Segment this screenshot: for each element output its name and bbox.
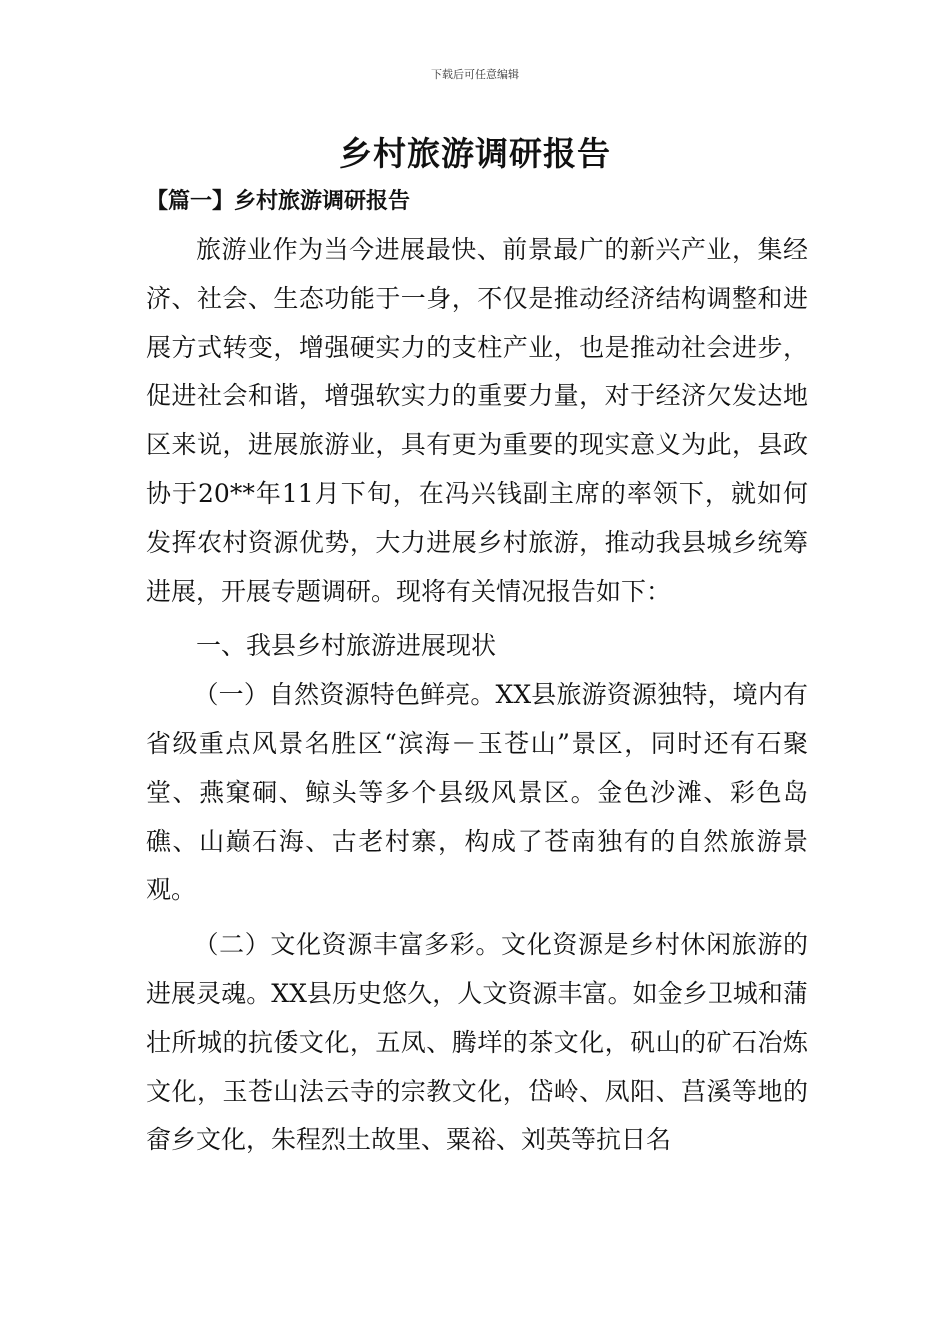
section-heading: 【篇一】乡村旅游调研报告 <box>146 188 411 214</box>
paragraph-natural-resources: （一）自然资源特色鲜亮。XX县旅游资源独特，境内有省级重点风景名胜区“滨海－玉苍山”景区，同时还有石聚堂、燕窠硐、鲸头等多个县级风景区。金色沙滩、彩色岛礁、山巅石海、古老村寨，构成了苍南独有的自然旅游景观。 <box>146 680 808 905</box>
document-title: 乡村旅游调研报告 <box>339 134 611 173</box>
paragraph-cultural-resources: （二）文化资源丰富多彩。文化资源是乡村休闲旅游的进展灵魂。XX县历史悠久，人文资源丰富。如金乡卫城和蒲壮所城的抗倭文化，五凤、腾垟的茶文化，矾山的矿石冶炼文化，玉苍山法云寺的宗教文化，岱岭、凤阳、莒溪等地的畲乡文化，朱程烈土故里、粟裕、刘英等抗日名 <box>146 930 808 1155</box>
body-text <box>146 226 808 1165</box>
header-note: 下载后可任意编辑 <box>431 68 519 81</box>
heading-current-status: 一、我县乡村旅游进展现状 <box>196 631 497 661</box>
intro-paragraph: 旅游业作为当今进展最快、前景最广的新兴产业，集经济、社会、生态功能于一身，不仅是推动经济结构调整和进展方式转变，增强硬实力的支柱产业，也是推动社会进步，促进社会和谐，增强软实力的重要力量，对于经济欠发达地区来说，进展旅游业，具有更为重要的现实意义为此，县政协于20**年11月下旬，在冯兴钱副主席的率领下，就如何发挥农村资源优势，大力进展乡村旅游，推动我县城乡统筹进展，开展专题调研。现将有关情况报告如下： <box>146 235 808 606</box>
